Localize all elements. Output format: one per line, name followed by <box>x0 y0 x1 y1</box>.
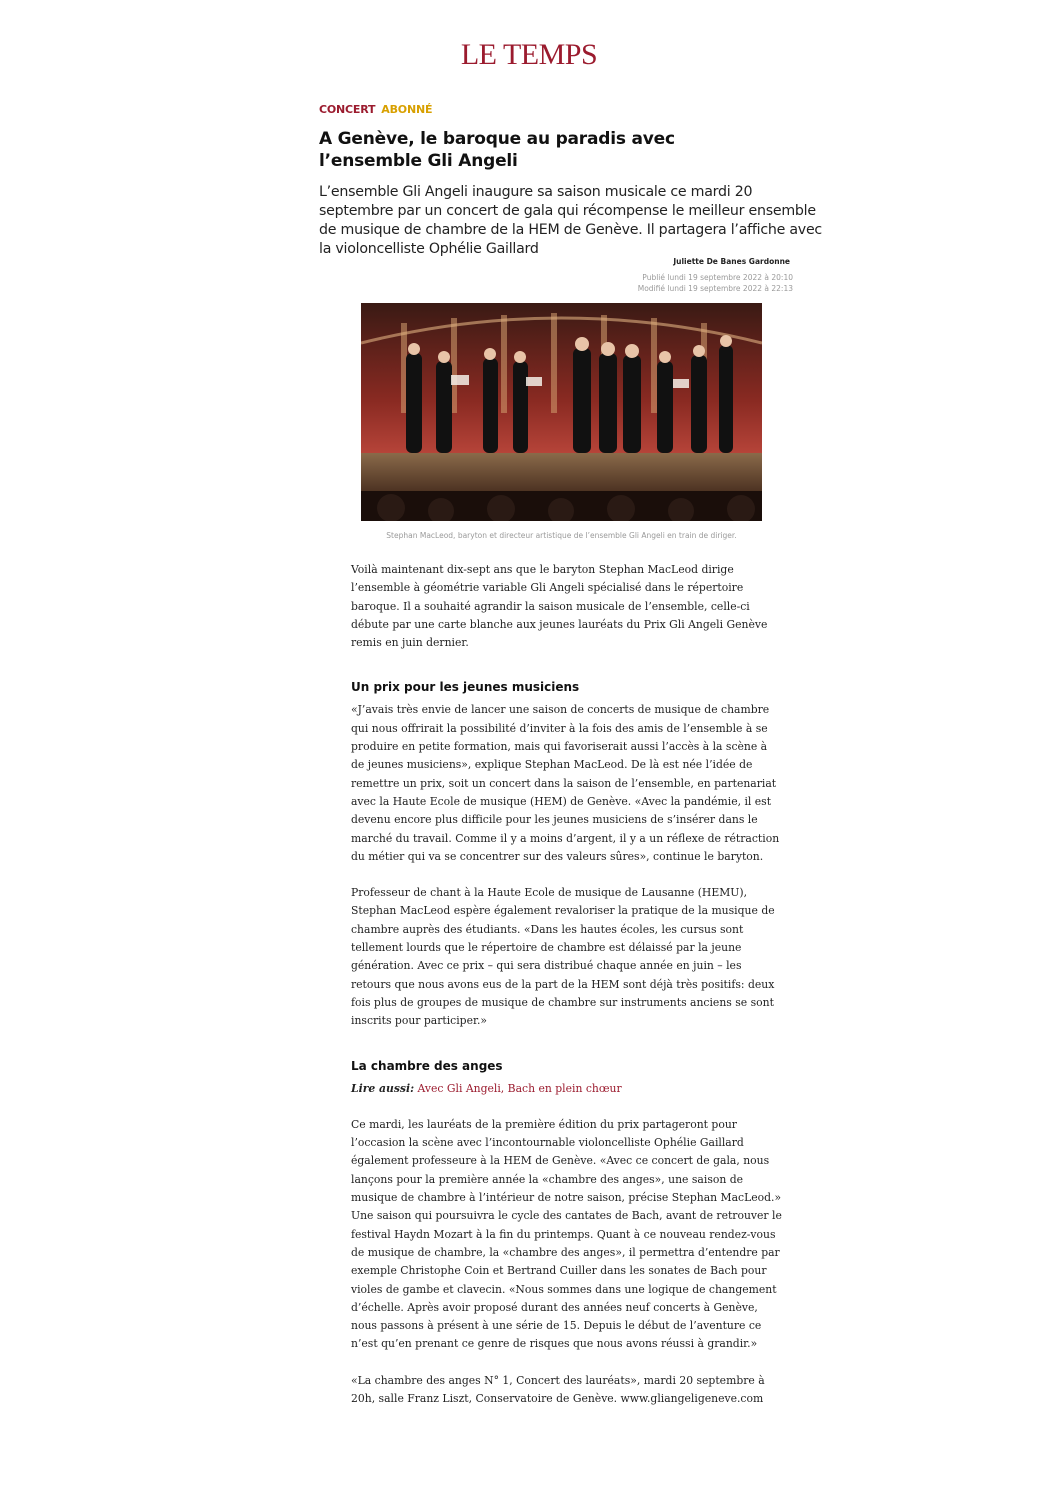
body-paragraph: Ce mardi, les lauréats de la première édition du prix partageront pour l’occasion la scène avec l’incontournable violoncelliste Ophélie Gaillard également professeure à la HEM de Genève. «Avec ce concert de gala, nous lançons pour la première année la «chambre des anges», une saison de musique de chambre à l’intérieur de notre saison, précise Stephan MacLeod.» Une saison qui poursuivra le cycle des cantates de Bach, avant de retrouver le festival Haydn Mozart à la fin du printemps. Quant à ce nouveau rendez-vous de musique de chambre, la «chambre des anges», il permettra d’entendre par exemple Christophe Coin et Bertrand Cuiller dans les sonates de Bach pour violes de gambe et clavecin. «Nous sommes dans une logique de changement d’échelle. Après avoir proposé durant des années neuf concerts à Genève, nous passons à présent à une série de 15. Depuis le début de l’aventure ce n’est qu’en prenant ce genre de risques que nous avons réussi à grandir.» <box>351 1117 782 1351</box>
section-heading: Un prix pour les jeunes musiciens <box>351 680 580 695</box>
body-paragraph: Voilà maintenant dix-sept ans que le baryton Stephan MacLeod dirige l’ensemble à géométrie variable Gli Angeli spécialisé dans le répertoire baroque. Il a souhaité agrandir la saison musicale de l’ensemble, celle-ci débute par une carte blanche aux jeunes lauréats du Prix Gli Angeli Genève remis en juin dernier. <box>351 563 768 650</box>
modified-date: Modifié lundi 19 septembre 2022 à 22:13 <box>637 284 793 293</box>
article-rubric <box>319 103 432 116</box>
published-date: Publié lundi 19 septembre 2022 à 20:10 <box>642 273 793 282</box>
subscriber-badge: ABONNÉ <box>381 103 433 116</box>
article-author: Juliette De Banes Gardonne <box>673 257 790 266</box>
concert-photo <box>361 303 762 521</box>
photo-caption: Stephan MacLeod, baryton et directeur artistique de l’ensemble Gli Angeli en train de diriger. <box>386 531 737 540</box>
read-also <box>351 1080 783 1098</box>
masthead-logo[interactable]: LE TEMPS <box>460 38 598 71</box>
read-also-link[interactable]: Avec Gli Angeli, Bach en plein chœur <box>417 1081 622 1095</box>
category-label[interactable]: CONCERT <box>319 103 376 116</box>
body-paragraph: «La chambre des anges N° 1, Concert des lauréats», mardi 20 septembre à 20h, salle Franz Liszt, Conservatoire de Genève. www.gliangeligeneve.com <box>351 1373 765 1405</box>
body-paragraph: «J’avais très envie de lancer une saison de concerts de musique de chambre qui nous offrirait la possibilité d’inviter à la fois des amis de l’ensemble à se produire en petite formation, mais qui favoriserait aussi l’accès à la scène à de jeunes musiciens», explique Stephan MacLeod. De là est née l’idée de remettre un prix, soit un concert dans la saison de l’ensemble, en partenariat avec la Haute Ecole de musique (HEM) de Genève. «Avec la pandémie, il est devenu encore plus difficile pour les jeunes musiciens de s’insérer dans le marché du travail. Comme il y a moins d’argent, il y a un réflexe de rétraction du métier qui va se concentrer sur des valeurs sûres», continue le baryton. <box>351 703 780 863</box>
article-dates <box>638 272 793 294</box>
read-also-label: Lire aussi: <box>351 1081 415 1095</box>
article-body <box>351 561 783 1426</box>
article-lead: L’ensemble Gli Angeli inaugure sa saison musicale ce mardi 20 septembre par un concert de gala qui récompense le meilleur ensemble de musique de chambre de la HEM de Genève. Il partagera l’affiche avec la violoncelliste Ophélie Gaillard <box>319 184 822 257</box>
section-heading: La chambre des anges <box>351 1058 503 1073</box>
article-title: A Genève, le baroque au paradis avec l’ensemble Gli Angeli <box>319 129 675 171</box>
body-paragraph: Professeur de chant à la Haute Ecole de musique de Lausanne (HEMU), Stephan MacLeod espère également revaloriser la pratique de la musique de chambre auprès des étudiants. «Dans les hautes écoles, les cursus sont tellement lourds que le répertoire de chambre est délaissé par la jeune génération. Avec ce prix – qui sera distribué chaque année en juin – les retours que nous avons eus de la part de la HEM sont déjà très positifs: deux fois plus de groupes de musique de chambre sur instruments anciens se sont inscrits pour participer.» <box>351 886 775 1028</box>
